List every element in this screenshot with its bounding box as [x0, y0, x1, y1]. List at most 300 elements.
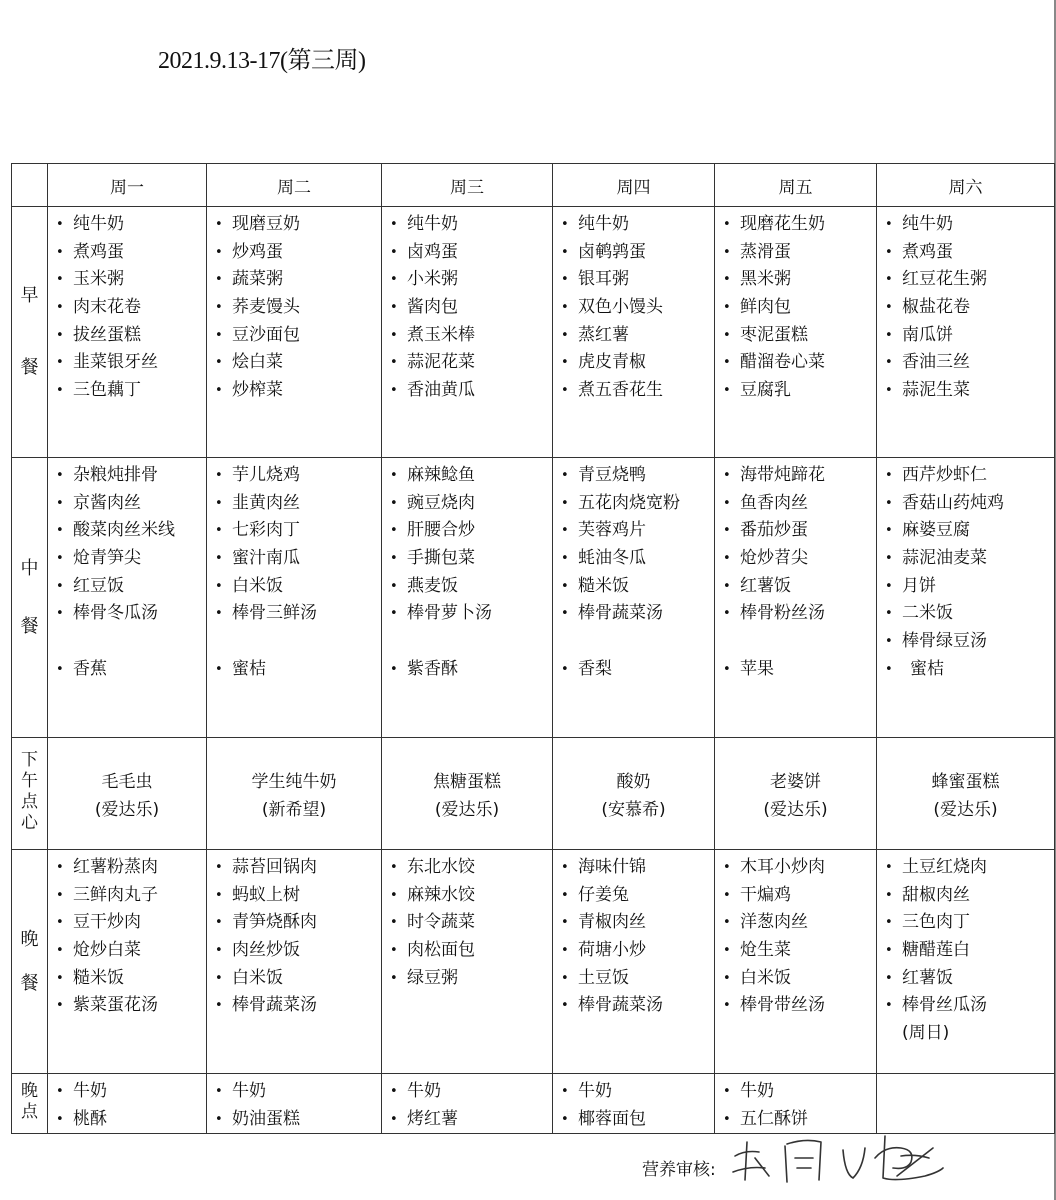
- bullet-icon: •: [390, 355, 398, 371]
- menu-item-text: 棒骨绿豆汤: [902, 631, 987, 652]
- menu-item: [215, 909, 381, 937]
- bullet-icon: •: [390, 300, 398, 316]
- spacer: [561, 628, 714, 656]
- lunch-row: [12, 458, 1055, 738]
- late-snack-cell-tue: [207, 1074, 382, 1134]
- menu-item: [56, 1106, 206, 1134]
- bullet-icon: •: [390, 578, 398, 594]
- bullet-icon: •: [215, 495, 223, 511]
- menu-item-text: 蒜泥花菜: [407, 352, 475, 373]
- bullet-icon: •: [723, 970, 731, 986]
- menu-item-text: 酸菜肉丝米线: [73, 520, 175, 541]
- spacer: [390, 628, 552, 656]
- snack-cell-mon: [48, 738, 207, 850]
- fruit-item-text: 香蕉: [73, 658, 107, 679]
- late-snack-cell-fri: [715, 1074, 877, 1134]
- bullet-icon: •: [215, 383, 223, 399]
- menu-item: [885, 239, 1054, 267]
- bullet-icon: •: [215, 998, 223, 1014]
- bullet-icon: •: [885, 300, 893, 316]
- menu-item-text: 醋溜卷心菜: [740, 352, 825, 373]
- menu-item-text: 糙米饭: [73, 967, 124, 988]
- bullet-icon: •: [561, 860, 569, 875]
- bullet-icon: •: [390, 272, 398, 288]
- menu-item-text: 小米粥: [407, 269, 458, 290]
- corner-cell: [12, 164, 48, 207]
- snack-item: [48, 738, 206, 824]
- menu-item-text: 煮五香花生: [578, 380, 663, 401]
- menu-item-text: 烩白菜: [232, 352, 283, 373]
- menu-item-text: 月饼: [902, 575, 936, 596]
- meal-label-text: 晚 餐: [20, 928, 39, 994]
- menu-item-text: 东北水饺: [407, 857, 475, 877]
- menu-item: [561, 294, 714, 322]
- menu-item-text: 豆干炒肉: [73, 912, 141, 933]
- menu-item: [56, 909, 206, 937]
- bullet-icon: •: [215, 1111, 223, 1127]
- bullet-icon: •: [215, 523, 223, 539]
- menu-item: [215, 573, 381, 601]
- lunch-fri-list: [715, 458, 876, 684]
- dinner-cell-tue: [207, 850, 382, 1074]
- lunch-cell-fri: [715, 458, 877, 738]
- bullet-icon: •: [885, 634, 893, 650]
- bullet-icon: •: [215, 578, 223, 594]
- menu-item: [885, 517, 1054, 545]
- menu-item: [56, 211, 206, 239]
- bullet-icon: •: [723, 217, 731, 232]
- menu-item-text: 鱼香肉丝: [740, 492, 808, 513]
- menu-item: [56, 349, 206, 377]
- late-snack-fri-list: [715, 1074, 876, 1133]
- menu-item: [723, 294, 876, 322]
- bullet-icon: •: [390, 915, 398, 931]
- menu-item-text: 枣泥蛋糕: [740, 324, 808, 345]
- bullet-icon: •: [390, 887, 398, 903]
- menu-item-text: 煮玉米棒: [407, 324, 475, 345]
- menu-item-text: 蚝油冬瓜: [578, 548, 646, 569]
- menu-item-text: 炝生菜: [740, 940, 791, 961]
- menu-item: [390, 965, 552, 993]
- lunch-cell-thu: [553, 458, 715, 738]
- menu-item-text: 蒜泥油麦菜: [902, 548, 987, 569]
- menu-item: [390, 322, 552, 350]
- weekly-menu-table: [11, 163, 1055, 1134]
- menu-item-text: 现磨花生奶: [740, 214, 825, 234]
- menu-item-text: 白米饭: [740, 967, 791, 988]
- menu-item-text: 干煸鸡: [740, 884, 791, 905]
- bullet-icon: •: [885, 272, 893, 288]
- menu-item: [390, 490, 552, 518]
- menu-item-text: 木耳小炒肉: [740, 857, 825, 877]
- menu-item-text: 洋葱肉丝: [740, 912, 808, 933]
- menu-item: [885, 266, 1054, 294]
- menu-item: [723, 377, 876, 405]
- menu-item: [215, 600, 381, 628]
- menu-item: [561, 462, 714, 490]
- menu-item-text: 玉米粥: [73, 269, 124, 290]
- bullet-icon: •: [561, 606, 569, 622]
- menu-item: [390, 211, 552, 239]
- fruit-item: [723, 656, 876, 684]
- menu-item-text: 燕麦饭: [407, 575, 458, 596]
- fruit-item-text: 紫香酥: [407, 658, 458, 679]
- menu-item-text: 棒骨蔬菜汤: [578, 995, 663, 1016]
- fruit-item: [561, 656, 714, 684]
- menu-item: [885, 600, 1054, 628]
- late-snack-mon-list: [48, 1074, 206, 1133]
- menu-item: [723, 545, 876, 573]
- menu-item: [56, 992, 206, 1020]
- lunch-tue-list: [207, 458, 381, 684]
- bullet-icon: •: [215, 244, 223, 260]
- menu-item-text: 蒜苔回锅肉: [232, 857, 317, 877]
- lunch-sat-list: [877, 458, 1054, 684]
- menu-item: [561, 517, 714, 545]
- menu-item: [723, 600, 876, 628]
- bullet-icon: •: [215, 355, 223, 371]
- menu-item-text: 肉松面包: [407, 940, 475, 961]
- menu-item: [56, 462, 206, 490]
- snack-cell-thu: [553, 738, 715, 850]
- menu-item: [561, 965, 714, 993]
- bullet-icon: •: [723, 860, 731, 875]
- menu-item: [215, 377, 381, 405]
- bullet-icon: •: [215, 606, 223, 622]
- dinner-sat-list: [877, 850, 1054, 1048]
- dinner-wed-list: [382, 850, 552, 992]
- menu-item-text: 荞麦馒头: [232, 297, 300, 318]
- menu-item: [723, 992, 876, 1020]
- bullet-icon: •: [561, 915, 569, 931]
- menu-item: [390, 349, 552, 377]
- menu-item-text: 纯牛奶: [73, 214, 124, 234]
- bullet-icon: •: [56, 1111, 64, 1127]
- menu-item: [885, 211, 1054, 239]
- bullet-icon: •: [561, 1111, 569, 1127]
- bullet-icon: •: [885, 355, 893, 371]
- menu-item-text: 棒骨萝卜汤: [407, 603, 492, 624]
- bullet-icon: •: [885, 383, 893, 399]
- menu-item-text: 甜椒肉丝: [902, 884, 970, 905]
- bullet-icon: •: [215, 468, 223, 483]
- menu-item-text: 白米饭: [232, 575, 283, 596]
- menu-item-text: 椒盐花卷: [902, 297, 970, 318]
- menu-item: [215, 517, 381, 545]
- breakfast-cell-sat: [877, 207, 1055, 458]
- meal-label-text: 晚 点: [21, 1080, 38, 1122]
- menu-item: [723, 322, 876, 350]
- menu-item: [215, 266, 381, 294]
- meal-label-dinner: [12, 850, 48, 1074]
- menu-item: [885, 573, 1054, 601]
- bullet-icon: •: [390, 943, 398, 959]
- menu-item: [56, 545, 206, 573]
- menu-item: [723, 239, 876, 267]
- page-title: 2021.9.13-17(第三周): [158, 48, 366, 74]
- menu-item: [561, 211, 714, 239]
- bullet-icon: •: [885, 998, 893, 1014]
- bullet-icon: •: [561, 355, 569, 371]
- menu-item: [390, 517, 552, 545]
- menu-item: [561, 854, 714, 882]
- menu-item: [561, 322, 714, 350]
- day-header-sat: 周六: [877, 164, 1055, 207]
- dinner-fri-list: [715, 850, 876, 1020]
- bullet-icon: •: [723, 272, 731, 288]
- menu-item: [390, 909, 552, 937]
- bullet-icon: •: [723, 943, 731, 959]
- bullet-icon: •: [561, 551, 569, 567]
- menu-item-text: 现磨豆奶: [232, 214, 300, 234]
- menu-item-text: 手撕包菜: [407, 548, 475, 569]
- menu-item-text: 牛奶: [740, 1081, 774, 1101]
- lunch-cell-tue: [207, 458, 382, 738]
- menu-item: [56, 600, 206, 628]
- menu-item-text: 蔬菜粥: [232, 269, 283, 290]
- menu-item: [390, 600, 552, 628]
- meal-label-late-snack: [12, 1074, 48, 1134]
- menu-item: [390, 1106, 552, 1134]
- nutrition-review-label: 营养审核:: [642, 1160, 716, 1180]
- menu-item: [561, 1078, 714, 1106]
- bullet-icon: •: [723, 244, 731, 260]
- day-header-thu: 周四: [553, 164, 715, 207]
- snack-name: 老婆饼: [770, 772, 821, 792]
- bullet-icon: •: [885, 943, 893, 959]
- bullet-icon: •: [390, 217, 398, 232]
- bullet-icon: •: [723, 887, 731, 903]
- menu-item: [885, 965, 1054, 993]
- breakfast-row: [12, 207, 1055, 458]
- snack-name: 蜂蜜蛋糕: [931, 772, 1000, 792]
- bullet-icon: •: [390, 1111, 398, 1127]
- menu-item-text: 纯牛奶: [407, 214, 458, 234]
- menu-item-text: 牛奶: [73, 1081, 107, 1101]
- menu-item: [561, 1106, 714, 1134]
- menu-item: [885, 628, 1054, 656]
- menu-item-text: 蚂蚁上树: [232, 884, 300, 905]
- menu-item-text: 炝青笋尖: [73, 548, 141, 569]
- bullet-icon: •: [215, 300, 223, 316]
- menu-item-text: 豆沙面包: [232, 324, 300, 345]
- late-snack-cell-thu: [553, 1074, 715, 1134]
- late-snack-row: [12, 1074, 1055, 1134]
- menu-item-text: 韭黄肉丝: [232, 492, 300, 513]
- menu-item: [56, 882, 206, 910]
- menu-item: [885, 349, 1054, 377]
- snack-name: 毛毛虫: [101, 772, 153, 792]
- bullet-icon: •: [885, 606, 893, 622]
- bullet-icon: •: [390, 661, 398, 677]
- menu-item-text: 棒骨蔬菜汤: [232, 995, 317, 1016]
- menu-item: [885, 909, 1054, 937]
- menu-item: [215, 294, 381, 322]
- bullet-icon: •: [56, 943, 64, 959]
- fruit-item-text: 蜜桔: [910, 658, 944, 679]
- menu-item: [56, 573, 206, 601]
- menu-item: [885, 490, 1054, 518]
- bullet-icon: •: [885, 887, 893, 903]
- menu-item: [215, 882, 381, 910]
- breakfast-cell-tue: [207, 207, 382, 458]
- menu-item-text: 香菇山药炖鸡: [902, 492, 1004, 513]
- bullet-icon: •: [885, 217, 893, 232]
- menu-item-text: 土豆饭: [578, 967, 629, 988]
- spacer: [723, 628, 876, 656]
- lunch-thu-list: [553, 458, 714, 684]
- bullet-icon: •: [390, 551, 398, 567]
- fruit-item: [56, 656, 206, 684]
- menu-item: [561, 349, 714, 377]
- menu-item: [215, 490, 381, 518]
- bullet-icon: •: [723, 551, 731, 567]
- menu-item-text: 七彩肉丁: [232, 520, 300, 541]
- menu-item: [561, 600, 714, 628]
- menu-item-text: 紫菜蛋花汤: [73, 995, 158, 1016]
- bullet-icon: •: [56, 998, 64, 1014]
- dinner-tue-list: [207, 850, 381, 1020]
- fruit-item: [215, 656, 381, 684]
- bullet-icon: •: [885, 327, 893, 343]
- breakfast-thu-list: [553, 207, 714, 405]
- bullet-icon: •: [723, 327, 731, 343]
- menu-item: [561, 573, 714, 601]
- menu-item-text: 三色藕丁: [73, 380, 141, 401]
- lunch-cell-wed: [382, 458, 553, 738]
- bullet-icon: •: [390, 860, 398, 875]
- bullet-icon: •: [215, 217, 223, 232]
- menu-item: [561, 239, 714, 267]
- bullet-icon: •: [56, 551, 64, 567]
- menu-item-text: 麻辣水饺: [407, 884, 475, 905]
- bullet-icon: •: [885, 578, 893, 594]
- bullet-icon: •: [561, 244, 569, 260]
- bullet-icon: •: [390, 327, 398, 343]
- bullet-icon: •: [561, 495, 569, 511]
- bullet-icon: •: [561, 887, 569, 903]
- bullet-icon: •: [561, 272, 569, 288]
- menu-item-text: 麻辣鲶鱼: [407, 465, 475, 485]
- late-snack-tue-list: [207, 1074, 381, 1133]
- menu-item-text: 棒骨冬瓜汤: [73, 603, 158, 624]
- menu-item-text: 绿豆粥: [407, 967, 458, 988]
- bullet-icon: •: [56, 970, 64, 986]
- day-header-tue: 周二: [207, 164, 382, 207]
- menu-item-text: 肉末花卷: [73, 297, 141, 318]
- menu-item-text: 豆腐乳: [740, 380, 791, 401]
- bullet-icon: •: [56, 244, 64, 260]
- menu-item-text: 麻婆豆腐: [902, 520, 970, 541]
- bullet-icon: •: [390, 606, 398, 622]
- bullet-icon: •: [723, 468, 731, 483]
- menu-item: [885, 322, 1054, 350]
- lunch-cell-sat: [877, 458, 1055, 738]
- menu-item-text: 韭菜银牙丝: [73, 352, 158, 373]
- bullet-icon: •: [390, 244, 398, 260]
- snack-cell-sat: [877, 738, 1055, 850]
- bullet-icon: •: [390, 495, 398, 511]
- late-snack-cell-sat: [877, 1074, 1055, 1134]
- menu-item: [723, 349, 876, 377]
- menu-item: [56, 854, 206, 882]
- menu-item-text: 蒸滑蛋: [740, 241, 791, 262]
- menu-item-text: 蒸红薯: [578, 324, 629, 345]
- menu-item: [561, 266, 714, 294]
- breakfast-cell-thu: [553, 207, 715, 458]
- menu-item-text: 肝腰合炒: [407, 520, 475, 541]
- bullet-icon: •: [56, 915, 64, 931]
- menu-item-text: 二米饭: [902, 603, 953, 624]
- menu-item: [215, 965, 381, 993]
- bullet-icon: •: [561, 217, 569, 232]
- menu-item: [723, 937, 876, 965]
- menu-item: [215, 322, 381, 350]
- menu-item: [723, 965, 876, 993]
- bullet-icon: •: [215, 327, 223, 343]
- breakfast-cell-mon: [48, 207, 207, 458]
- spacer: [215, 628, 381, 656]
- late-snack-thu-list: [553, 1074, 714, 1133]
- bullet-icon: •: [215, 272, 223, 288]
- menu-item-text: 酱肉包: [407, 297, 458, 318]
- menu-item: [215, 349, 381, 377]
- bullet-icon: •: [561, 998, 569, 1014]
- menu-item-text: 棒骨三鲜汤: [232, 603, 317, 624]
- menu-item: [885, 854, 1054, 882]
- afternoon-snack-row: [12, 738, 1055, 850]
- bullet-icon: •: [215, 887, 223, 903]
- bullet-icon: •: [723, 661, 731, 677]
- menu-item: [56, 239, 206, 267]
- menu-item: [215, 239, 381, 267]
- menu-item-text: 蒜泥生菜: [902, 380, 970, 401]
- menu-item-text: 卤鹌鹑蛋: [578, 241, 646, 262]
- snack-name: 焦糖蛋糕: [433, 772, 501, 792]
- bullet-icon: •: [885, 523, 893, 539]
- menu-item-text: 炒鸡蛋: [232, 241, 283, 262]
- menu-item: [885, 882, 1054, 910]
- menu-item: [215, 545, 381, 573]
- meal-label-text: 下 午 点 心: [21, 749, 38, 833]
- menu-item-text: 芋儿烧鸡: [232, 465, 300, 485]
- meal-label-text: 早 餐: [20, 285, 39, 378]
- bullet-icon: •: [885, 468, 893, 483]
- menu-item-text: 牛奶: [578, 1081, 612, 1101]
- menu-item-text: 青椒肉丝: [578, 912, 646, 933]
- menu-item-text: 炒榨菜: [232, 380, 283, 401]
- meal-label-breakfast: [12, 207, 48, 458]
- late-snack-cell-mon: [48, 1074, 207, 1134]
- menu-item: [723, 462, 876, 490]
- bullet-icon: •: [723, 300, 731, 316]
- menu-item: [390, 294, 552, 322]
- bullet-icon: •: [390, 523, 398, 539]
- lunch-cell-mon: [48, 458, 207, 738]
- bullet-icon: •: [885, 970, 893, 986]
- dinner-cell-wed: [382, 850, 553, 1074]
- menu-item-text: 肉丝炒饭: [232, 940, 300, 961]
- menu-item: [885, 545, 1054, 573]
- bullet-icon: •: [390, 468, 398, 483]
- bullet-icon: •: [723, 998, 731, 1014]
- bullet-icon: •: [723, 523, 731, 539]
- menu-item: [390, 937, 552, 965]
- menu-item-text: 椰蓉面包: [578, 1108, 646, 1129]
- menu-item-text: 牛奶: [232, 1081, 266, 1101]
- breakfast-wed-list: [382, 207, 552, 405]
- bullet-icon: •: [723, 495, 731, 511]
